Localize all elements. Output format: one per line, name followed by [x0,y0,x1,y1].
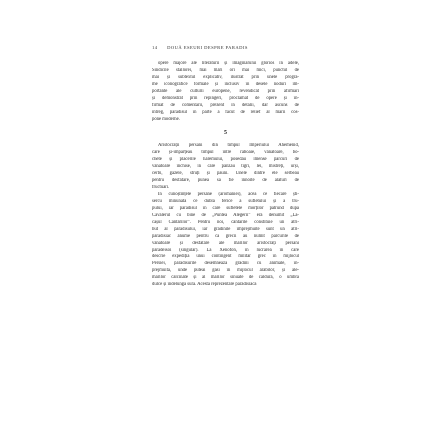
text-line: portante ale culturii europene, revendicat prin afirmări [152,88,299,94]
text-line: chete și plăcerile haremului, posedau imense parcuri de [152,157,299,163]
text-line: care și-împărțeau timpul între răboaie, vânătoare, bo- [152,150,299,156]
section-marker: 5 [224,130,227,137]
text-line: dulce și îndelungă sură. Acestă reprezentare paradisiacă [152,282,257,288]
text-line: vânătoare și desfătare ale mărilor aristocrați persani [152,240,299,246]
text-line: paradisiac anume pentru că grecii au numit parcurile de [152,233,299,239]
text-line: pului, iar paradisul în care sufletele morților pătrund după [152,205,299,211]
text-line: pone moderne. [152,116,180,122]
text-column [152,61,299,289]
text-line: Aristocrații persani din timpul Imperiului Ahemenid, [158,143,299,149]
text-line: mărilor călcinate și al mărilor sinuate de căldură, o umbră [152,275,299,281]
text-line: vânătoare închise, în care pânzau tigri, lei, mistreți, urși, [152,164,299,170]
page-number: 14 [152,45,158,50]
text-line: but al paradisului, iar grădinile împrejmuite sunt un atri- [152,226,299,232]
text-line: și demonstrat prin repingeri, proclamat de opere și în- [152,95,299,101]
text-line: Sindicile stallorei, mai mari ori mai mici, punctul de [152,67,299,73]
text-line: prejmuită, unde puteai găsi în mijlocul arabilor, și ale- [152,268,299,274]
text-line: cerbi, gazele, struți și păuni. Unele dintre ele serbeau [152,171,299,177]
text-line: firmat de comentarii, prezent în detalii, dar ascuns de [152,102,299,108]
paragraph [152,192,299,289]
running-header [152,45,248,50]
text-line: întreg, paradisul în parte a făcut de relief al mării cos- [152,109,299,115]
text-line: cașul Cântărilor”. Pentru noi, cântările constituie un atri- [152,219,299,225]
text-line: Cavalerul cu bine de „Puntea Alegerii” era denumit „Lă- [152,212,299,218]
text-line: me iconografice formale și inclusiv în desele noduri im- [152,81,299,87]
text-line: paradeisoi (singular). La Xenofon, în lucrarea în care [152,247,299,253]
paragraph [152,143,299,192]
text-line: Persiei, paradisurile desemnează grădini cu animale, în- [152,261,299,267]
text-line: descrie expediția unui contingent militar grec în mijlocul [152,254,299,260]
text-line: fructuari. [152,185,170,191]
text-line: În cunoștințele persane (aromaniei), acea ce fiecare ști- [158,192,299,197]
text-line: mai și subtextul explicativ, ilustrat prin unele progra- [152,74,299,80]
running-title: DOUĂ ESEURI DESPRE PARADIS [167,45,248,50]
text-line: pentru desfătare, punea să fie înnoite de alături de [152,178,299,184]
paragraph [152,61,299,123]
text-line: opere majore ale literaturii și imaginarului glorios în adele, [158,61,299,66]
text-line: sercu minunată ce dublă ferice a sufletului și a tru- [152,198,299,204]
